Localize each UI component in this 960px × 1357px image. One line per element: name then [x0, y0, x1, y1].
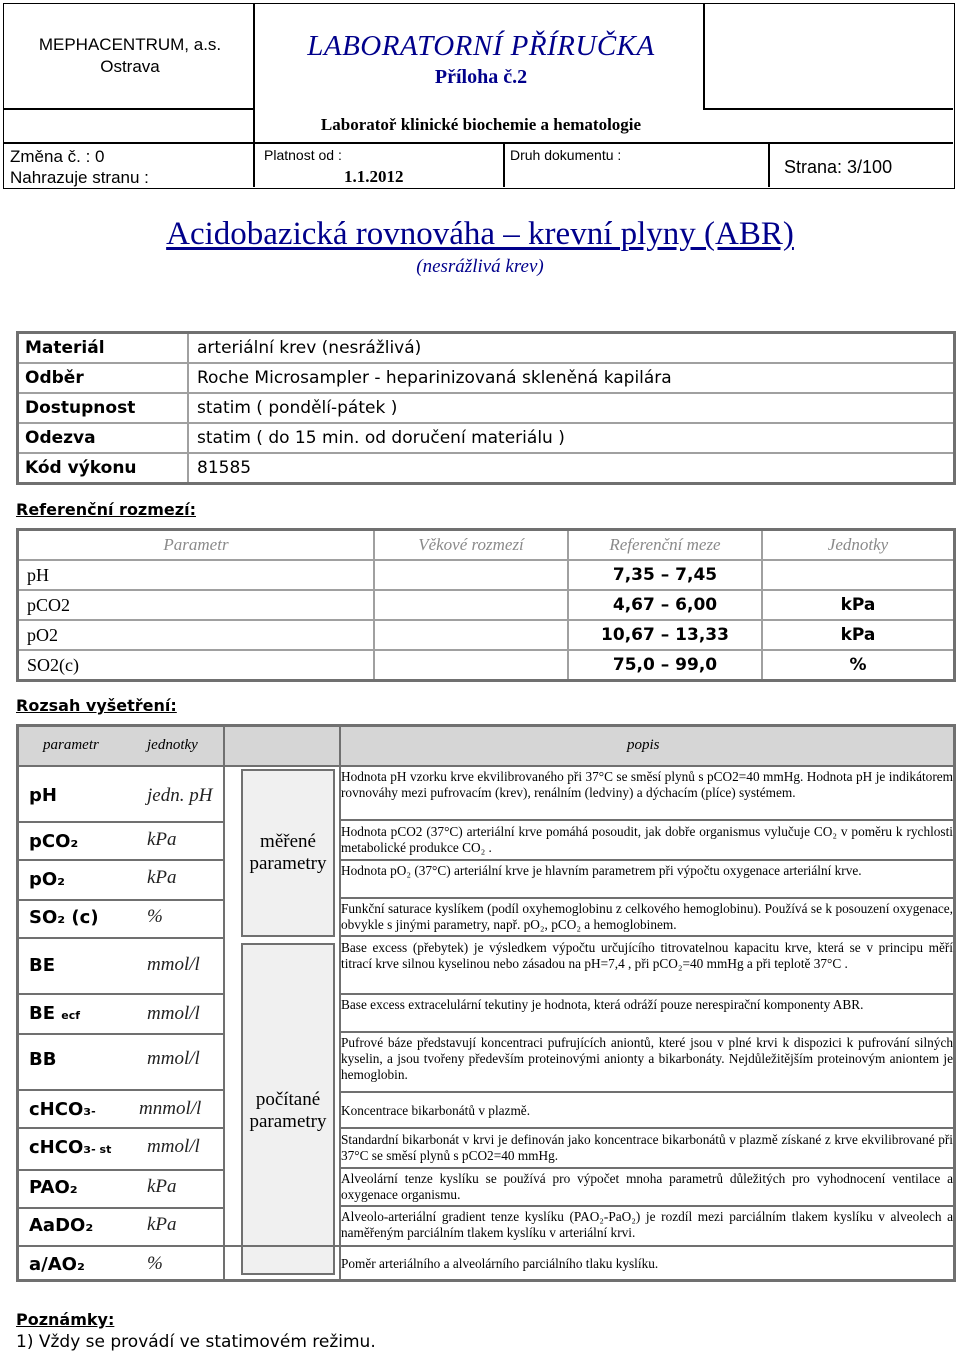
doc-type-label: Druh dokumentu : — [510, 147, 622, 163]
scope-unit: % — [147, 906, 163, 927]
scope-unit: kPa — [147, 867, 177, 888]
column-header: parametr — [43, 737, 99, 753]
ref-range: 4,67 – 6,00 — [569, 591, 763, 619]
scope-header-row — [19, 727, 953, 767]
document-title: Acidobazická rovnováha – krevní plyny (ABR) — [166, 216, 794, 252]
scope-param: BB — [29, 1049, 57, 1070]
scope-unit: mmol/l — [147, 1048, 200, 1069]
info-key: Dostupnost — [19, 394, 189, 422]
info-key: Materiál — [19, 334, 189, 362]
table-row — [19, 621, 953, 651]
scope-description: Hodnota pO₂ (37°C) arteriální krve je hlavním parametrem při výpočtu oxygenace arteriální krve. — [341, 863, 862, 878]
info-row — [19, 334, 953, 364]
scope-description: Pufrové báze představují koncentraci pufrujících aniontů, které jsou v plné krvi k dispozici k pufrování silných kyselin, a jsou tvořeny především proteinovými anionty a bikarbonáty. Nejdůležitějším proteinovým aniontem je hemoglobin. — [341, 1035, 953, 1082]
ref-range: 10,67 – 13,33 — [569, 621, 763, 649]
scope-unit: mnmol/l — [139, 1098, 202, 1119]
company-name: MEPHACENTRUM, a.s. Ostrava — [38, 35, 222, 76]
column-header: Referenční meze — [569, 531, 763, 559]
ref-param: pO2 — [19, 621, 375, 649]
scope-param: a/AO₂ — [29, 1254, 85, 1275]
info-key: Odběr — [19, 364, 189, 392]
ref-range: 7,35 – 7,45 — [569, 561, 763, 589]
info-key: Odezva — [19, 424, 189, 452]
scope-unit: mmol/l — [147, 954, 200, 975]
scope-unit: kPa — [147, 829, 177, 850]
scope-description: Hodnota pH vzorku krve ekvilibrovaného při 37°C se směsí plynů s pCO2=40 mmHg. Hodnota pH je indikátorem rovnováhy mezi pufrovacím (krev), renálním (ledviny) a dýchacím (plíce) systémem. — [341, 769, 953, 800]
handbook-title: LABORATORNÍ PŘÍRUČKA — [307, 30, 655, 62]
column-header: Věkové rozmezí — [375, 531, 569, 559]
reference-header-row — [19, 531, 953, 561]
scope-unit: mmol/l — [147, 1136, 200, 1157]
info-value: 81585 — [197, 458, 252, 478]
info-row — [19, 424, 953, 454]
scope-description: Alveolární tenze kyslíku se používá pro výpočet mnoha parametrů důležitých pro vyhodnocení ventilace a oxygenace organismu. — [341, 1171, 953, 1202]
scope-unit: % — [147, 1253, 163, 1274]
scope-description: Base excess (přebytek) je výsledkem výpočtu určujícího titrovatelnou kapacitu krve, která se v principu měří titrací krve silnou kyselinou nebo zásadou na pH=7,4 , při pCO₂=40 mmHg a při teplotě 37°C . — [341, 940, 953, 971]
revision-info: Změna č. : 0 Nahrazuje stranu : — [10, 147, 149, 187]
scope-param: cHCO₃- st — [29, 1137, 112, 1158]
valid-from-date: 1.1.2012 — [344, 167, 404, 186]
ref-age — [375, 621, 569, 649]
attachment-label: Příloha č.2 — [434, 66, 528, 88]
scope-table — [16, 724, 956, 1282]
ref-param: pCO2 — [19, 591, 375, 619]
info-key: Kód výkonu — [19, 454, 189, 482]
scope-description: Funkční saturace kyslíkem (podíl oxyhemoglobinu z celkového hemoglobinu). Používá se k posouzení oxygenace, obvykle s jinými parametry, např. pO₂, pCO₂ a hemoglobinem. — [341, 901, 953, 932]
scope-unit: kPa — [147, 1214, 177, 1235]
document-subtitle: (nesrážlivá krev) — [416, 256, 544, 277]
info-table — [16, 331, 956, 485]
ref-unit: kPa — [840, 625, 876, 645]
column-header: Parametr — [19, 531, 375, 559]
reference-heading: Referenční rozmezí: — [16, 500, 196, 519]
table-row — [19, 651, 953, 679]
scope-param: SO₂ (c) — [29, 907, 99, 928]
info-value: arteriální krev (nesrážlivá) — [197, 338, 422, 358]
info-row — [19, 454, 953, 482]
document-header — [3, 3, 955, 189]
table-row — [19, 561, 953, 591]
ref-unit: kPa — [840, 595, 876, 615]
scope-unit: jedn. pH — [147, 785, 213, 806]
scope-description: Standardní bikarbonát v krvi je definován jako koncentrace bikarbonátů v plazmě získané z krve ekvilibrované při 37°C se směsí plynů s pCO2=40 mmHg. — [341, 1132, 953, 1163]
scope-description: Koncentrace bikarbonátů v plazmě. — [341, 1103, 531, 1118]
notes-heading: Poznámky: — [16, 1310, 115, 1329]
note-item: 1) Vždy se provádí ve statimovém režimu. — [16, 1332, 376, 1352]
info-value: statim ( pondělí-pátek ) — [197, 398, 398, 418]
scope-param: pCO₂ — [29, 831, 79, 852]
table-row — [19, 591, 953, 621]
info-value: statim ( do 15 min. od doručení materiálu ) — [197, 428, 565, 448]
scope-param: cHCO₃- — [29, 1099, 96, 1120]
ref-param: pH — [19, 561, 375, 589]
scope-param: PAO₂ — [29, 1177, 78, 1198]
scope-unit: mmol/l — [147, 1003, 200, 1024]
ref-age — [375, 651, 569, 679]
reference-table — [16, 528, 956, 682]
info-row — [19, 394, 953, 424]
scope-heading: Rozsah vyšetření: — [16, 696, 177, 715]
calculated-group-label: počítané parametry — [249, 1089, 327, 1132]
ref-param: SO2(c) — [19, 651, 375, 679]
info-row — [19, 364, 953, 394]
column-header: popis — [627, 737, 660, 753]
info-value: Roche Microsampler - heparinizovaná skleněná kapilára — [197, 368, 672, 388]
scope-param: pH — [29, 785, 57, 806]
scope-param: BE — [29, 955, 56, 976]
scope-param: pO₂ — [29, 869, 66, 890]
scope-description: Base excess extracelulární tekutiny je hodnota, která odráží pouze nerespirační komponenty ABR. — [341, 997, 864, 1012]
ref-age — [375, 561, 569, 589]
laboratory-name: Laboratoř klinické biochemie a hematologie — [320, 115, 642, 134]
ref-range: 75,0 – 99,0 — [569, 651, 763, 679]
column-header: jednotky — [147, 737, 198, 753]
column-header: Jednotky — [827, 535, 889, 554]
measured-group-label: měřené parametry — [249, 831, 327, 874]
ref-unit — [763, 561, 953, 589]
valid-from-label: Platnost od : — [264, 147, 342, 163]
scope-param: BE ecf — [29, 1003, 81, 1024]
scope-param: AaDO₂ — [29, 1215, 94, 1236]
scope-unit: kPa — [147, 1176, 177, 1197]
scope-description: Alveolo-arteriální gradient tenze kyslíku (PAO₂-PaO₂) je rozdíl mezi parciálním tlakem kyslíku v alveolech a naměřeným parciálním tlakem kyslíku v arteriální krvi. — [341, 1209, 953, 1240]
page-number: Strana: 3/100 — [784, 157, 893, 177]
scope-description: Poměr arteriálního a alveolárního parciálního tlaku kyslíku. — [341, 1256, 659, 1271]
ref-unit: % — [849, 655, 867, 675]
scope-description: Hodnota pCO2 (37°C) arteriální krve pomáhá posoudit, jak dobře organismus vylučuje CO₂ v poměru k rychlosti metabolické produkce CO₂ . — [341, 824, 953, 855]
ref-age — [375, 591, 569, 619]
